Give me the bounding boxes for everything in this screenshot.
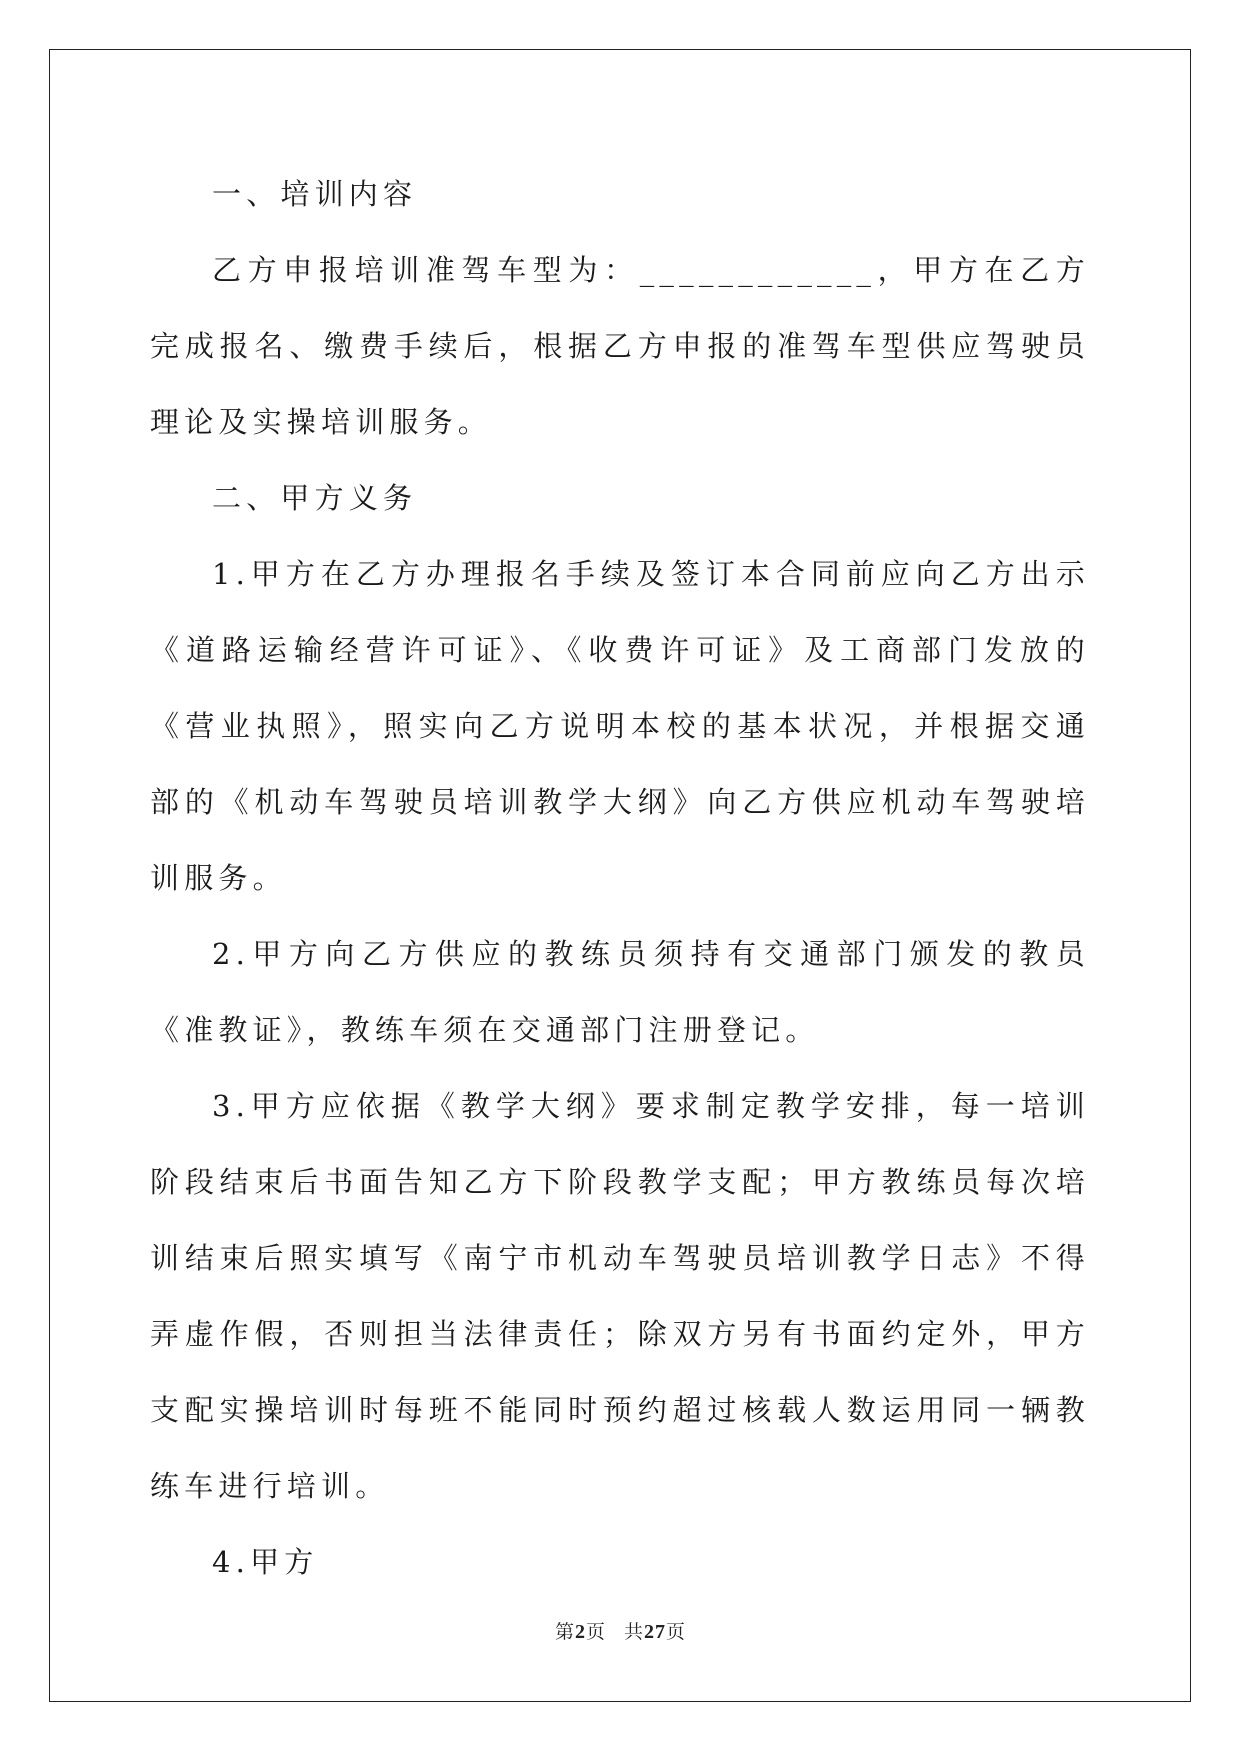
section-heading-training-content: 一、培训内容: [212, 177, 418, 211]
paragraph-training-content: 乙方申报培训准驾车型为：____________，甲方在乙方完成报名、缴费手续后，根据乙方申报的准驾车型供应驾驶员理论及实操培训服务。: [150, 253, 1090, 439]
footer-total-prefix: 共: [624, 1621, 645, 1643]
paragraph-clause-1: 1.甲方在乙方办理报名手续及签订本合同前应向乙方出示《道路运输经营许可证》、《收费许可证》及工商部门发放的《营业执照》，照实向乙方说明本校的基本状况，并根据交通部的《机动车驾驶员培训教学大纲》向乙方供应机动车驾驶培训服务。: [150, 557, 1090, 895]
total-pages-number: 27: [644, 1621, 667, 1643]
footer-total-suffix: 页: [666, 1621, 687, 1643]
section-heading-party-a-obligations: 二、甲方义务: [212, 481, 418, 515]
page-footer: [0, 1617, 1241, 1644]
paragraph-clause-2: 2.甲方向乙方供应的教练员须持有交通部门颁发的教员《准教证》，教练车须在交通部门注册登记。: [150, 937, 1090, 1047]
paragraph-clause-3: 3.甲方应依据《教学大纲》要求制定教学安排，每一培训阶段结束后书面告知乙方下阶段教学支配；甲方教练员每次培训结束后照实填写《南宁市机动车驾驶员培训教学日志》不得弄虚作假，否则担当法律责任；除双方另有书面约定外，甲方支配实操培训时每班不能同时预约超过核载人数运用同一辆教练车进行培训。: [150, 1089, 1090, 1503]
document-body: [150, 156, 1090, 1600]
footer-page-word: 页: [585, 1621, 606, 1643]
current-page-number: 2: [574, 1621, 586, 1643]
footer-prefix: 第: [554, 1621, 575, 1643]
paragraph-clause-4: 4.甲方: [212, 1545, 319, 1579]
